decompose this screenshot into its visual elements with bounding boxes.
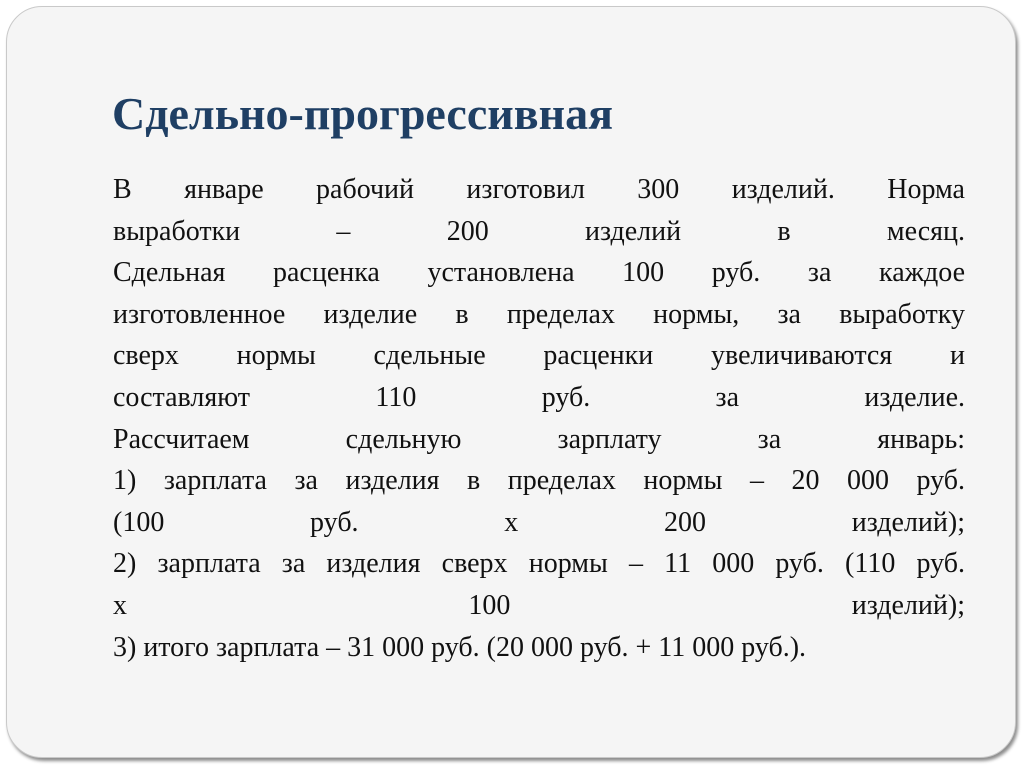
body-line: сверх нормы сдельные расценки увеличиваются и [113,340,965,372]
body-line: 3) итого зарплата – 31 000 руб. (20 000 руб. + 11 000 руб.). [113,631,807,663]
body-line: составляют 110 руб. за изделие. [113,381,965,413]
body-line: выработки – 200 изделий в месяц. [113,215,965,247]
body-line: 2) зарплата за изделия сверх нормы – 11 000 руб. (110 руб. [113,548,965,580]
body-line: 1) зарплата за изделия в пределах нормы – 20 000 руб. [113,465,965,497]
body-line: Рассчитаем сдельную зарплату за январь: [113,423,965,455]
body-line: (100 руб. х 200 изделий); [113,506,965,538]
slide-title: Сдельно-прогрессивная [112,88,613,139]
body-line: В январе рабочий изготовил 300 изделий. Норма [113,174,965,205]
body-line: х 100 изделий); [113,589,965,621]
body-line: Сдельная расценка установлена 100 руб. за каждое [113,257,965,289]
body-line: изготовленное изделие в пределах нормы, за выработку [113,298,965,330]
slide-body-text [113,169,965,668]
